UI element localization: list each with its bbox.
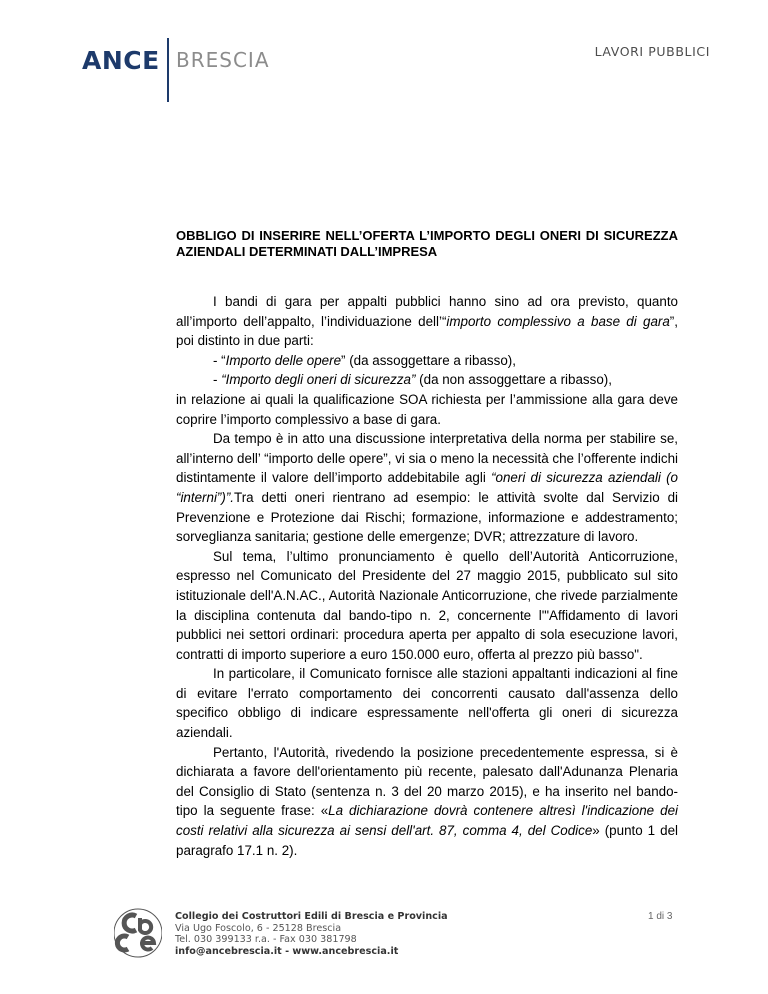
footer-contact [175, 911, 448, 957]
footer-phone: Tel. 030 399133 r.a. - Fax 030 381798 [175, 934, 357, 946]
paragraph-4: Sul tema, l’ultimo pronunciamento è quello dell’Autorità Anticorruzione, espresso nel Comunicato del Presidente del 27 maggio 2015, pubblicato sul sito istituzionale dell'A.N.AC., Autorità Nazionale Anticorruzione, che rivede parzialmente la disciplina contenuta dal bando-tipo n. 2, concernente l'"Affidamento di lavori pubblici nei settori ordinari: procedura aperta per appalto di sola esecuzione lavori, contratti di importo superiore a euro 150.000 euro, offerta al prezzo più basso". [176, 548, 678, 662]
document-title: OBBLIGO DI INSERIRE NELL’OFERTA L’IMPORTO DEGLI ONERI DI SICUREZZA AZIENDALI DETERMINATI DALL’IMPRESA [176, 228, 678, 259]
paragraph-3: Da tempo è in atto una discussione interpretativa della norma per stabilire se, all’interno dell’ “importo delle opere”, vi sia o meno la necessità che l’offerente indichi distintamente il valore dell’importo addebitabile agli “oneri di sicurezza aziendali (o “interni”)”.Tra detti oneri rientrano ad esempio: le attività svolte dal Servizio di Prevenzione e Protezione dai Rischi; formazione, informazione e addestramento; sorveglianza sanitaria; gestione delle emergenze; DVR; attrezzature di lavoro. [176, 431, 679, 545]
paragraph-2: in relazione ai quali la qualificazione SOA richiesta per l’ammissione alla gara deve coprire l’importo complessivo a base di gara. [176, 391, 678, 427]
collegio-emblem-icon [114, 907, 162, 959]
logo-city-text: BRESCIA [176, 48, 270, 72]
logo-divider [167, 38, 169, 102]
footer-web[interactable]: info@ancebrescia.it - www.ancebrescia.it [175, 945, 399, 957]
list-item-2: - “Importo degli oneri di sicurezza” (da non assoggettare a ribasso), [213, 372, 612, 388]
section-label: LAVORI PUBBLICI [594, 44, 710, 59]
paragraph-6: Pertanto, l'Autorità, rivedendo la posizione precedentemente espressa, si è dichiarata a favore dell'orientamento più recente, palesato dall'Adunanza Plenaria del Consiglio di Stato (sentenza n. 3 del 20 marzo 2015), e ha inserito nel bando-tipo la seguente frase: «La dichiarazione dovrà contenere altresì l'indicazione dei costi relativi alla sicurezza ai sensi dell'art. 87, comma 4, del Codice» (punto 1 del paragrafo 17.1 n. 2). [176, 744, 678, 858]
footer-address: Via Ugo Foscolo, 6 - 25128 Brescia [175, 922, 342, 934]
list-item-1: - “Importo delle opere” (da assoggettare a ribasso), [213, 352, 516, 368]
logo-ance-text: ANCE [82, 46, 160, 75]
footer-org: Collegio dei Costruttori Edili di Brescia e Provincia [175, 911, 448, 922]
document-body [176, 292, 678, 860]
paragraph-1: I bandi di gara per appalti pubblici hanno sino ad ora previsto, quanto all’importo dell’appalto, l’individuazione dell’“importo complessivo a base di gara”, poi distinto in due parti: [176, 294, 678, 349]
page-number: 1 di 3 [648, 911, 673, 922]
paragraph-5: In particolare, il Comunicato fornisce alle stazioni appaltanti indicazioni al fine di evitare l'errato comportamento dei concorrenti causato dall'assenza dello specifico obbligo di indicare espressamente nell'offerta gli oneri di sicurezza aziendali. [176, 666, 678, 741]
